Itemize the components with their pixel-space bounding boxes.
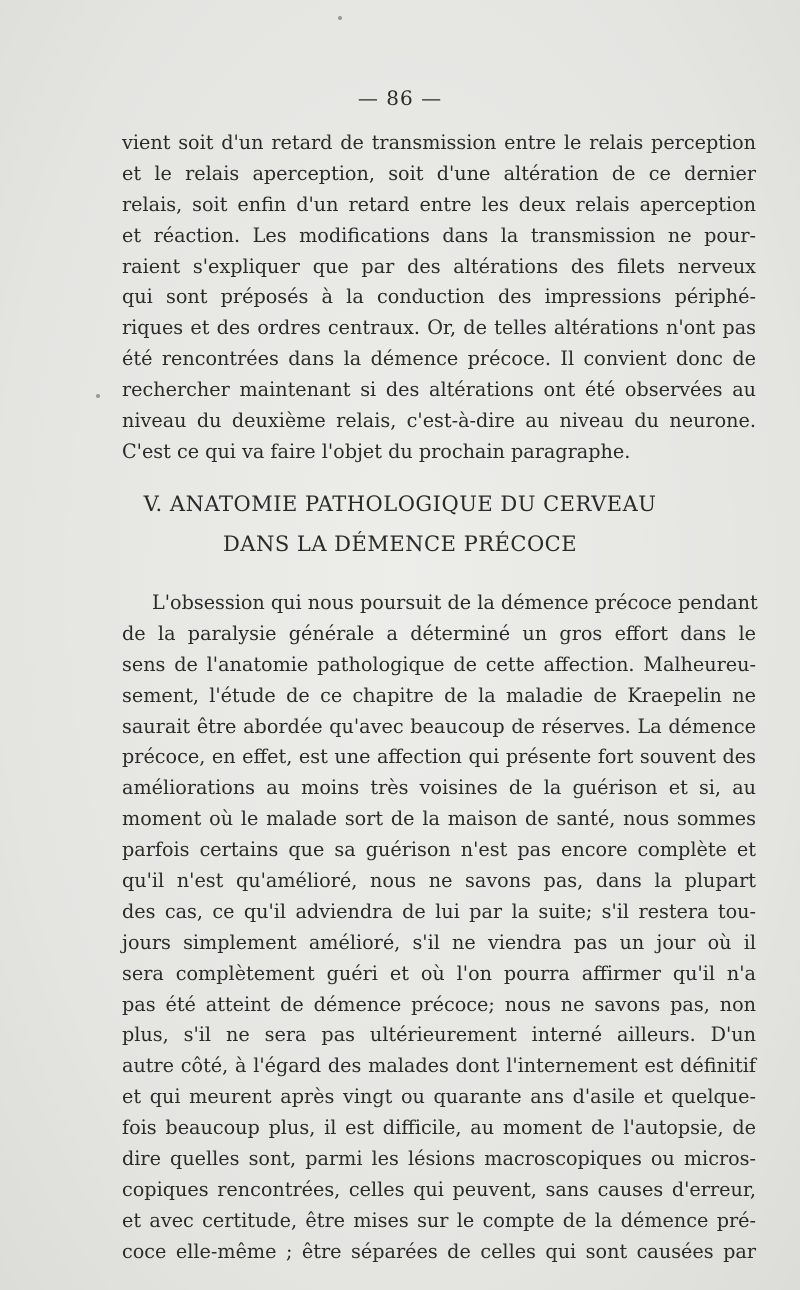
text-line: parfois certains que sa guérison n'est pas encore complète et <box>122 838 756 862</box>
text-line: saurait être abordée qu'avec beaucoup de réserves. La démence <box>122 714 756 738</box>
page-number: — 86 — <box>357 86 443 110</box>
text-line: et réaction. Les modifications dans la transmission ne pour- <box>122 223 756 247</box>
text-line: autre côté, à l'égard des malades dont l'internement est définitif <box>122 1054 756 1078</box>
text-line: précoce, en effet, est une affection qui présente fort souvent des <box>122 745 756 769</box>
section-heading: V. ANATOMIE PATHOLOGIQUE DU CERVEAU <box>143 492 657 516</box>
text-line: jours simplement amélioré, s'il ne viendra pas un jour où il <box>122 930 756 954</box>
text-line: relais, soit enfin d'un retard entre les deux relais aperception <box>122 192 756 216</box>
text-line: copiques rencontrées, celles qui peuvent, sans causes d'erreur, <box>122 1177 756 1201</box>
text-line: été rencontrées dans la démence précoce. Il convient donc de <box>122 347 756 371</box>
text-line: qui sont préposés à la conduction des impressions périphé- <box>122 285 756 309</box>
text-line: pas été atteint de démence précoce; nous ne savons pas, non <box>122 992 756 1016</box>
text-line: riques et des ordres centraux. Or, de telles altérations n'ont pas <box>122 316 756 340</box>
text-line: rechercher maintenant si des altérations ont été observées au <box>122 378 756 402</box>
section-subheading: DANS LA DÉMENCE PRÉCOCE <box>222 532 578 556</box>
text-line: plus, s'il ne sera pas ultérieurement interné ailleurs. D'un <box>122 1023 756 1047</box>
text-line: et le relais aperception, soit d'une altération de ce dernier <box>122 161 756 185</box>
text-line: sera complètement guéri et où l'on pourra affirmer qu'il n'a <box>122 961 756 985</box>
text-line: améliorations au moins très voisines de la guérison et si, au <box>122 776 756 800</box>
paper-speck <box>96 394 100 398</box>
paper-speck <box>338 16 342 20</box>
text-line: L'obsession qui nous poursuit de la démence précoce pendant <box>152 591 758 614</box>
text-line: sens de l'anatomie pathologique de cette affection. Malheureu- <box>122 652 756 676</box>
paragraph-1 <box>122 128 756 468</box>
text-line: moment où le malade sort de la maison de santé, nous sommes <box>122 807 756 831</box>
paragraph-2 <box>122 588 756 1268</box>
text-line: sement, l'étude de ce chapitre de la maladie de Kraepelin ne <box>122 683 756 707</box>
text-line: et qui meurent après vingt ou quarante ans d'asile et quelque- <box>122 1085 756 1109</box>
text-line: niveau du deuxième relais, c'est-à-dire au niveau du neurone. <box>122 409 756 433</box>
text-line: dire quelles sont, parmi les lésions macroscopiques ou micros- <box>122 1147 756 1171</box>
text-line: des cas, ce qu'il adviendra de lui par la suite; s'il restera tou- <box>122 899 756 923</box>
text-line: coce elle-même ; être séparées de celles qui sont causées par <box>122 1239 756 1263</box>
text-line: fois beaucoup plus, il est difficile, au moment de l'autopsie, de <box>122 1116 756 1140</box>
text-line: vient soit d'un retard de transmission entre le relais perception <box>122 131 756 154</box>
text-line: C'est ce qui va faire l'objet du prochain paragraphe. <box>122 439 631 463</box>
text-line: raient s'expliquer que par des altérations des filets nerveux <box>122 254 756 278</box>
text-line: et avec certitude, être mises sur le compte de la démence pré- <box>122 1208 756 1232</box>
text-line: qu'il n'est qu'amélioré, nous ne savons pas, dans la plupart <box>122 869 756 893</box>
text-line: de la paralysie générale a déterminé un gros effort dans le <box>122 621 756 645</box>
